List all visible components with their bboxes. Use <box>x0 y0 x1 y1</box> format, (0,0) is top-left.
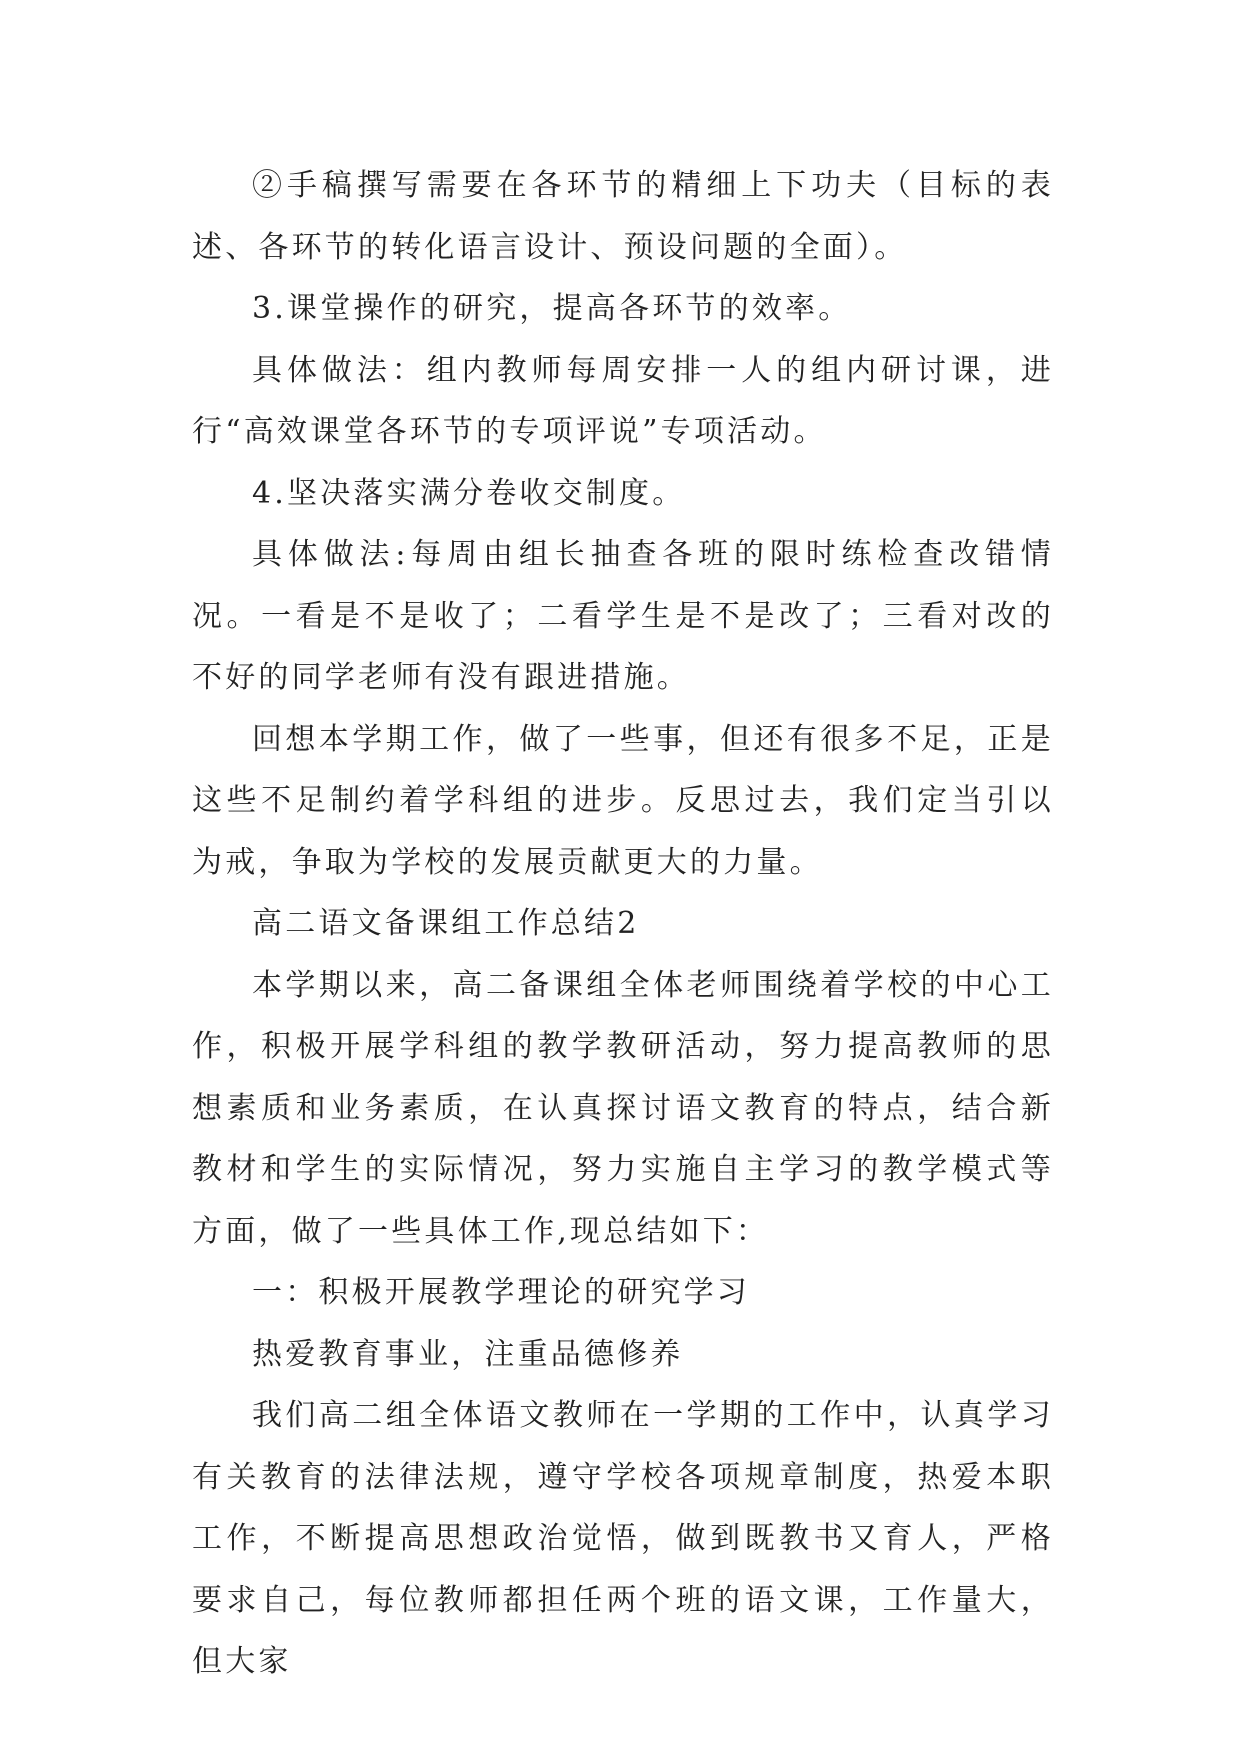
paragraph-full-score-papers: 4.坚决落实满分卷收交制度。 <box>252 475 686 511</box>
paragraph-method-inspection: 具体做法:每周由组长抽查各班的限时练检查改错情况。一看是不是收了；二看学生是不是改了；三看对改的不好的同学老师有没有跟进措施。 <box>192 537 1054 695</box>
paragraph-reflection: 回想本学期工作，做了一些事，但还有很多不足，正是这些不足制约着学科组的进步。反思过去，我们定当引以为戒，争取为学校的发展贡献更大的力量。 <box>192 721 1054 880</box>
subheading-moral-cultivation: 热爱教育事业，注重品德修养 <box>252 1336 684 1372</box>
paragraph-method-seminar: 具体做法：组内教师每周安排一人的组内研讨课，进行“高效课堂各环节的专项评说”专项活动。 <box>192 352 1054 449</box>
subheading-theory-study: 一：积极开展教学理论的研究学习 <box>252 1275 750 1310</box>
document-body <box>192 155 1054 1693</box>
paragraph-teachers-work: 我们高二组全体语文教师在一学期的工作中，认真学习有关教育的法律法规，遵守学校各项规章制度，热爱本职工作，不断提高思想政治觉悟，做到既教书又育人，严格要求自己，每位教师都担任两个班的语文课，工作量大，但大家 <box>192 1398 1054 1679</box>
section-title: 高二语文备课组工作总结2 <box>252 906 640 941</box>
paragraph-introduction: 本学期以来，高二备课组全体老师围绕着学校的中心工作，积极开展学科组的教学教研活动，努力提高教师的思想素质和业务素质，在认真探讨语文教育的特点，结合新教材和学生的实际情况，努力实施自主学习的教学模式等方面，做了一些具体工作,现总结如下： <box>192 967 1054 1249</box>
paragraph-manuscript-writing: ②手稿撰写需要在各环节的精细上下功夫（目标的表述、各环节的转化语言设计、预设问题的全面）。 <box>192 168 1054 265</box>
paragraph-classroom-research: 3.课堂操作的研究，提高各环节的效率。 <box>252 291 852 326</box>
